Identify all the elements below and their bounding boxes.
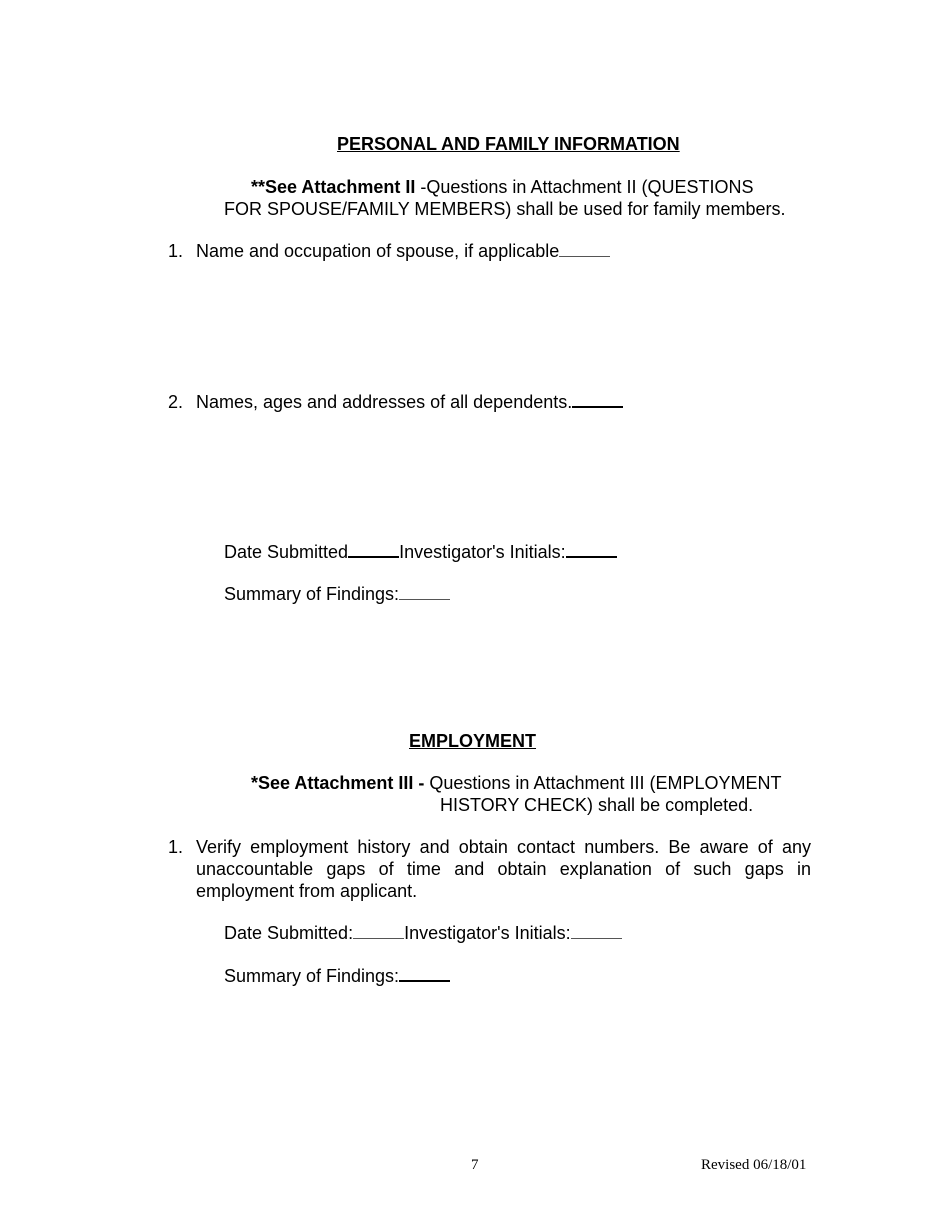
revised-date: Revised 06/18/01 xyxy=(701,1157,807,1173)
employment-summary-row xyxy=(224,965,450,987)
employment-initials-label: Investigator's Initials: xyxy=(404,923,571,943)
personal-note-line2: FOR SPOUSE/FAMILY MEMBERS) shall be used for family members. xyxy=(224,199,786,219)
employment-date-submitted-label: Date Submitted: xyxy=(224,923,354,943)
spouse-blank-field[interactable] xyxy=(559,242,610,257)
employment-note-line2: HISTORY CHECK) shall be completed. xyxy=(440,795,754,815)
personal-heading: PERSONAL AND FAMILY INFORMATION xyxy=(337,134,680,154)
personal-item-2 xyxy=(196,391,623,413)
personal-date-submitted-label: Date Submitted xyxy=(224,542,349,562)
employment-summary-label: Summary of Findings: xyxy=(224,966,400,986)
employment-date-submitted-field[interactable] xyxy=(353,924,404,939)
personal-item-1 xyxy=(196,240,610,262)
employment-initials-field[interactable] xyxy=(571,924,622,939)
personal-attachment-note xyxy=(224,176,811,198)
employment-item-1-number: 1. xyxy=(168,837,184,857)
personal-initials-field[interactable] xyxy=(566,542,617,558)
employment-heading: EMPLOYMENT xyxy=(409,731,537,751)
dependents-blank-field[interactable] xyxy=(572,392,623,408)
employment-date-initials-row xyxy=(224,922,622,944)
employment-summary-field[interactable] xyxy=(399,966,450,982)
personal-date-submitted-field[interactable] xyxy=(348,542,399,558)
personal-summary-field[interactable] xyxy=(399,585,450,600)
employment-note-bold: *See Attachment III - xyxy=(251,773,425,793)
personal-item-1-text: Name and occupation of spouse, if applicable xyxy=(196,241,560,261)
personal-summary-row xyxy=(224,583,450,605)
employment-note-line1: Questions in Attachment III (EMPLOYMENT xyxy=(424,773,782,793)
personal-summary-label: Summary of Findings: xyxy=(224,584,400,604)
personal-note-line1: -Questions in Attachment II (QUESTIONS xyxy=(415,177,754,197)
personal-item-2-number: 2. xyxy=(168,392,184,412)
personal-item-2-text: Names, ages and addresses of all dependents. xyxy=(196,392,573,412)
personal-date-initials-row xyxy=(224,541,617,563)
page-number: 7 xyxy=(471,1157,479,1173)
personal-item-1-number: 1. xyxy=(168,241,184,261)
employment-item-1-text: Verify employment history and obtain contact numbers. Be aware of any unaccountable gaps of time and obtain explanation of such gaps in employment from applicant. xyxy=(196,837,811,901)
personal-initials-label: Investigator's Initials: xyxy=(399,542,566,562)
personal-note-bold: **See Attachment II xyxy=(251,177,416,197)
employment-attachment-note xyxy=(251,772,782,794)
